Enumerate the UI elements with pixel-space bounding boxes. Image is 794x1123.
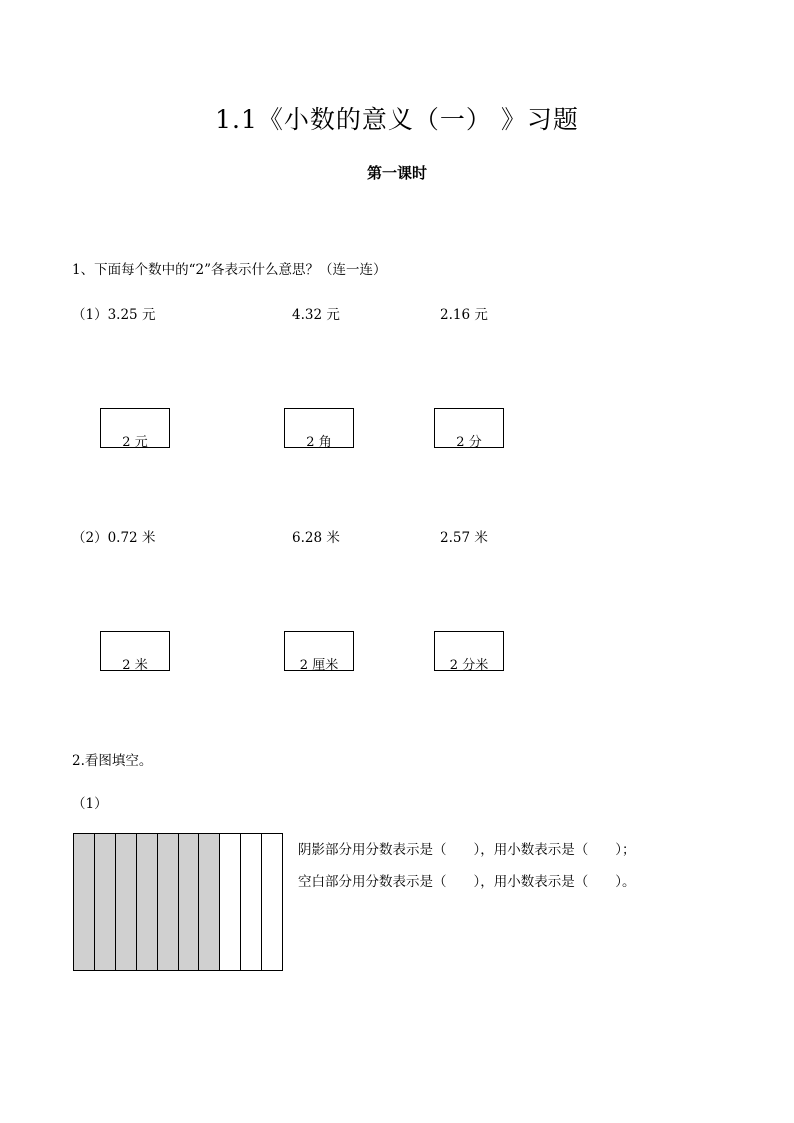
answer-box[interactable] — [434, 408, 504, 448]
answer-box-label: 2 元 — [122, 435, 148, 450]
q1-part2-number: 6.28 米 — [292, 530, 340, 546]
shaded-strip — [116, 834, 137, 970]
q1-part2-number: 2.57 米 — [440, 530, 488, 546]
answer-box[interactable] — [284, 631, 354, 671]
page-title: 1.1《小数的意义（一） 》习题 — [215, 105, 579, 134]
shaded-strip — [137, 834, 158, 970]
fill-blank-line-shaded: 阴影部分用分数表示是（ ），用小数表示是（ ）； — [298, 842, 636, 858]
answer-box[interactable] — [434, 631, 504, 671]
answer-box-label: 2 分米 — [449, 658, 489, 673]
q1-part1-label: （1）3.25 元 — [72, 307, 156, 323]
answer-box[interactable] — [100, 631, 170, 671]
answer-box-label: 2 厘米 — [299, 658, 339, 673]
shaded-strip-grid — [73, 833, 283, 971]
question-2-prompt: 2.看图填空。 — [72, 753, 153, 769]
answer-box[interactable] — [284, 408, 354, 448]
shaded-strip — [179, 834, 200, 970]
q1-part1-number: 2.16 元 — [440, 307, 488, 323]
blank-strip — [241, 834, 262, 970]
question-1-prompt: 1、下面每个数中的“2”各表示什么意思？（连一连） — [72, 262, 387, 278]
q2-part1-label: （1） — [72, 796, 108, 812]
shaded-strip — [158, 834, 179, 970]
answer-box-label: 2 角 — [306, 435, 332, 450]
shaded-strip — [199, 834, 220, 970]
blank-strip — [220, 834, 241, 970]
page-subtitle: 第一课时 — [366, 164, 427, 182]
q1-part1-number: 4.32 元 — [292, 307, 340, 323]
answer-box-label: 2 分 — [456, 435, 482, 450]
fill-blank-line-blank: 空白部分用分数表示是（ ），用小数表示是（ ）。 — [298, 874, 636, 890]
answer-box[interactable] — [100, 408, 170, 448]
shaded-strip — [74, 834, 95, 970]
shaded-strip — [95, 834, 116, 970]
blank-strip — [262, 834, 282, 970]
q1-part2-label: （2）0.72 米 — [72, 530, 156, 546]
answer-box-label: 2 米 — [122, 658, 148, 673]
